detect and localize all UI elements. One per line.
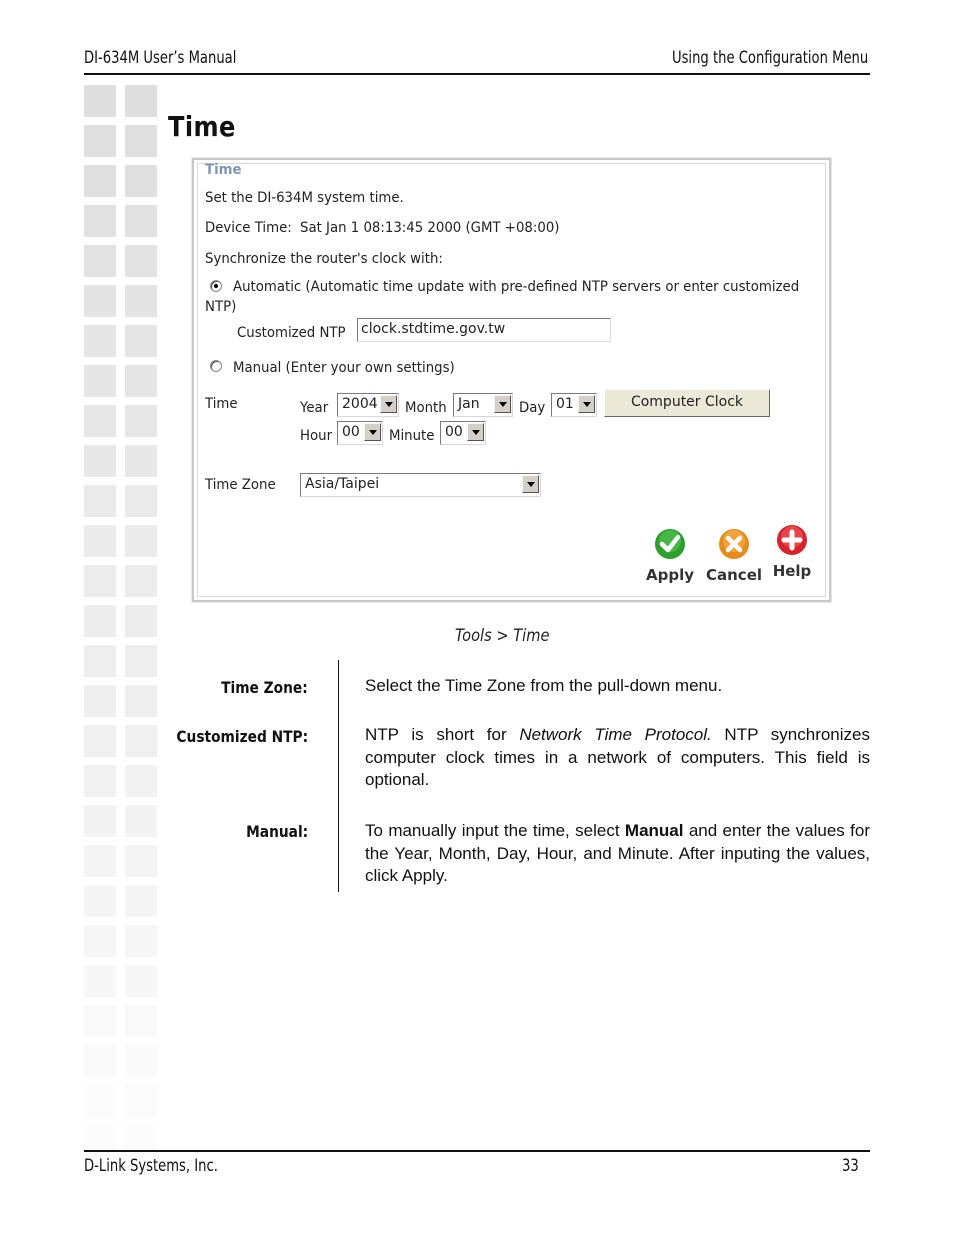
time-zone-label: Time Zone bbox=[205, 477, 276, 493]
decorative-square bbox=[84, 85, 116, 117]
automatic-option-label: Automatic (Automatic time update with pre-defined NTP servers or enter customized bbox=[233, 279, 800, 295]
decorative-square bbox=[125, 285, 157, 317]
decorative-square bbox=[84, 605, 116, 637]
decorative-square bbox=[84, 685, 116, 717]
section-title: Time bbox=[205, 162, 242, 178]
header-manual-title: DI-634M User’s Manual bbox=[84, 48, 237, 68]
header-section-title: Using the Configuration Menu bbox=[671, 48, 868, 68]
month-select[interactable] bbox=[453, 393, 513, 417]
chevron-down-icon[interactable] bbox=[578, 395, 595, 413]
decorative-square bbox=[84, 1085, 116, 1117]
decorative-square bbox=[125, 85, 157, 117]
decorative-square bbox=[84, 525, 116, 557]
day-value: 01 bbox=[556, 396, 574, 412]
computer-clock-button[interactable]: Computer Clock bbox=[604, 389, 770, 417]
hour-value: 00 bbox=[342, 424, 360, 440]
customized-ntp-label: Customized NTP bbox=[237, 325, 346, 341]
minute-value: 00 bbox=[445, 424, 463, 440]
customized-ntp-input[interactable]: clock.stdtime.gov.tw bbox=[357, 318, 611, 342]
decorative-square bbox=[84, 1005, 116, 1037]
decorative-square-column bbox=[84, 85, 160, 1150]
time-label: Time bbox=[205, 396, 238, 412]
day-label: Day bbox=[519, 400, 546, 416]
minute-select[interactable] bbox=[440, 421, 486, 445]
decorative-square bbox=[84, 445, 116, 477]
decorative-square bbox=[84, 965, 116, 997]
desc-manual bbox=[365, 820, 870, 888]
checkmark-icon bbox=[654, 528, 686, 560]
decorative-square bbox=[84, 565, 116, 597]
page-number: 33 bbox=[842, 1156, 859, 1176]
desc-ntp-part-b: NTP synchronizes computer clock times in a network of computers. This field is optional. bbox=[365, 725, 870, 789]
desc-time-zone: Select the Time Zone from the pull-down menu. bbox=[365, 676, 723, 695]
time-settings-screenshot bbox=[192, 158, 831, 602]
decorative-square bbox=[125, 1005, 157, 1037]
day-select[interactable] bbox=[551, 393, 597, 417]
decorative-square bbox=[125, 565, 157, 597]
chevron-down-icon[interactable] bbox=[467, 423, 484, 441]
decorative-square bbox=[125, 485, 157, 517]
page-title: Time bbox=[168, 110, 236, 143]
month-label: Month bbox=[405, 400, 447, 416]
help-plus-icon bbox=[776, 524, 808, 556]
year-value: 2004 bbox=[342, 396, 378, 412]
manual-radio[interactable] bbox=[210, 360, 222, 372]
decorative-square bbox=[84, 805, 116, 837]
decorative-square bbox=[125, 725, 157, 757]
decorative-square bbox=[125, 245, 157, 277]
decorative-square bbox=[84, 885, 116, 917]
hour-label: Hour bbox=[300, 428, 333, 444]
decorative-square bbox=[125, 925, 157, 957]
decorative-square bbox=[84, 1045, 116, 1077]
desc-ntp-part-a: NTP is short for bbox=[365, 725, 520, 744]
apply-label: Apply bbox=[645, 566, 694, 584]
decorative-square bbox=[125, 165, 157, 197]
decorative-square bbox=[125, 885, 157, 917]
decorative-square bbox=[125, 965, 157, 997]
device-time-value: Sat Jan 1 08:13:45 2000 (GMT +08:00) bbox=[300, 220, 560, 236]
decorative-square bbox=[125, 685, 157, 717]
decorative-square bbox=[84, 245, 116, 277]
decorative-square bbox=[125, 125, 157, 157]
decorative-square bbox=[84, 125, 116, 157]
decorative-square bbox=[125, 645, 157, 677]
decorative-square bbox=[125, 1045, 157, 1077]
term-manual: Manual: bbox=[245, 822, 308, 841]
year-select[interactable] bbox=[337, 393, 399, 417]
decorative-square bbox=[84, 645, 116, 677]
decorative-square bbox=[84, 725, 116, 757]
time-zone-value: Asia/Taipei bbox=[305, 476, 380, 492]
help-button[interactable] bbox=[770, 524, 814, 580]
desc-manual-part-b: and enter the values for the Year, Month, Day, Hour, and Minute. After inputing the values, click Apply. bbox=[365, 821, 870, 885]
decorative-square bbox=[125, 445, 157, 477]
decorative-square bbox=[84, 845, 116, 877]
decorative-square bbox=[125, 805, 157, 837]
term-customized-ntp: Customized NTP: bbox=[176, 727, 308, 746]
decorative-square bbox=[125, 205, 157, 237]
footer-company: D-Link Systems, Inc. bbox=[84, 1156, 218, 1176]
decorative-square bbox=[84, 1125, 116, 1157]
decorative-square bbox=[125, 765, 157, 797]
decorative-square bbox=[84, 365, 116, 397]
term-time-zone: Time Zone: bbox=[221, 678, 308, 697]
chevron-down-icon[interactable] bbox=[494, 395, 511, 413]
chevron-down-icon[interactable] bbox=[364, 423, 381, 441]
cancel-x-icon bbox=[718, 528, 750, 560]
cancel-button[interactable] bbox=[706, 528, 762, 584]
apply-button[interactable] bbox=[645, 528, 695, 584]
automatic-option-label-cont: NTP) bbox=[205, 299, 237, 315]
decorative-square bbox=[84, 165, 116, 197]
device-time-label: Device Time: bbox=[205, 220, 292, 236]
chevron-down-icon[interactable] bbox=[522, 475, 539, 493]
minute-label: Minute bbox=[389, 428, 435, 444]
manual-option-label: Manual (Enter your own settings) bbox=[233, 360, 455, 376]
decorative-square bbox=[84, 285, 116, 317]
screenshot-caption: Tools > Time bbox=[455, 626, 550, 646]
time-zone-select[interactable] bbox=[300, 473, 541, 497]
automatic-radio[interactable] bbox=[210, 280, 222, 292]
decorative-square bbox=[125, 605, 157, 637]
decorative-square bbox=[125, 1085, 157, 1117]
decorative-square bbox=[125, 1125, 157, 1157]
help-label: Help bbox=[772, 562, 812, 580]
month-value: Jan bbox=[458, 396, 480, 412]
decorative-square bbox=[125, 365, 157, 397]
decorative-square bbox=[84, 325, 116, 357]
decorative-square bbox=[125, 525, 157, 557]
decorative-square bbox=[84, 485, 116, 517]
desc-manual-part-a: To manually input the time, select bbox=[365, 821, 625, 840]
definitions-divider bbox=[338, 660, 339, 892]
decorative-square bbox=[84, 205, 116, 237]
desc-ntp-italic: Network Time Protocol. bbox=[519, 725, 712, 744]
cancel-label: Cancel bbox=[706, 566, 763, 584]
desc-manual-bold: Manual bbox=[624, 821, 684, 840]
header-rule bbox=[84, 73, 870, 75]
year-label: Year bbox=[300, 400, 329, 416]
footer-rule bbox=[84, 1150, 870, 1152]
decorative-square bbox=[84, 765, 116, 797]
hour-select[interactable] bbox=[337, 421, 383, 445]
decorative-square bbox=[125, 405, 157, 437]
decorative-square bbox=[125, 845, 157, 877]
decorative-square bbox=[125, 325, 157, 357]
decorative-square bbox=[84, 925, 116, 957]
sync-label: Synchronize the router's clock with: bbox=[205, 251, 443, 267]
desc-customized-ntp bbox=[365, 724, 870, 792]
decorative-square bbox=[84, 405, 116, 437]
intro-text: Set the DI-634M system time. bbox=[205, 190, 404, 206]
chevron-down-icon[interactable] bbox=[380, 395, 397, 413]
